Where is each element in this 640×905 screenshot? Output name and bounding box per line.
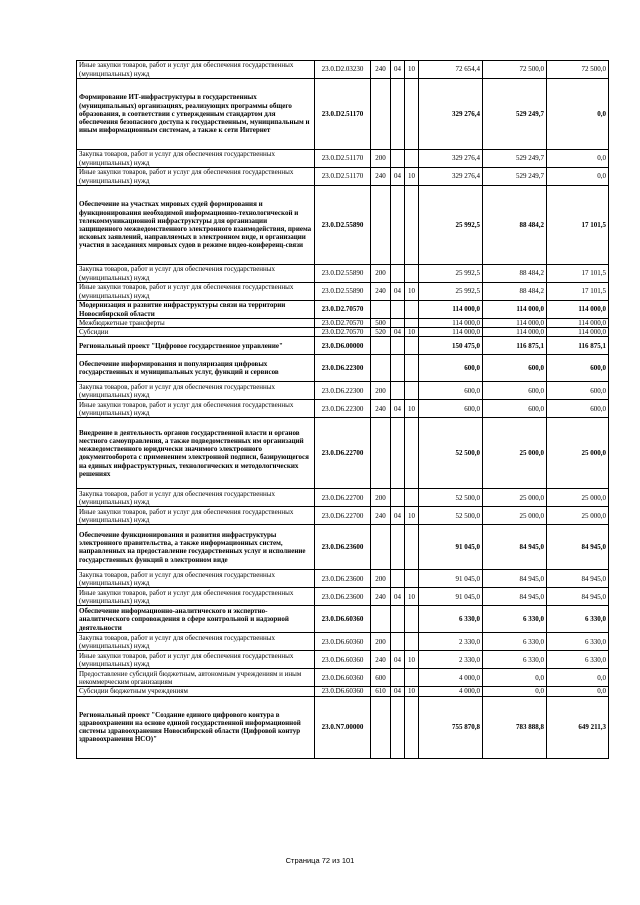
row-value-2: 0,0 xyxy=(483,669,547,687)
row-value-2: 25 000,0 xyxy=(483,507,547,525)
row-pr-code xyxy=(405,696,419,758)
row-value-1: 114 000,0 xyxy=(419,301,483,319)
row-name: Иные закупки товаров, работ и услуг для обеспечения государственных (муниципальных) нужд xyxy=(77,283,315,301)
row-pr-code: 10 xyxy=(405,61,419,79)
row-rz-code: 04 xyxy=(391,400,405,418)
row-code: 23.0.D6.22700 xyxy=(315,489,371,507)
row-value-1: 25 992,5 xyxy=(419,265,483,283)
row-code: 23.0.N7.00000 xyxy=(315,696,371,758)
row-name: Закупка товаров, работ и услуг для обеспечения государственных (муниципальных) нужд xyxy=(77,633,315,651)
row-code: 23.0.D6.60360 xyxy=(315,606,371,633)
row-name: Обеспечение функционирования и развития инфраструктуры электронного правительства, а также информационных систем, направленных на предоставление государственных услуг и исполнение государственных функций в электронном виде xyxy=(77,525,315,570)
row-name: Обеспечение информирования и популяризация цифровых государственных и муниципальных услуг, функций и сервисов xyxy=(77,355,315,382)
row-vr-code xyxy=(371,696,391,758)
row-vr-code: 500 xyxy=(371,319,391,328)
row-value-1: 52 500,0 xyxy=(419,507,483,525)
row-rz-code xyxy=(391,301,405,319)
row-pr-code xyxy=(405,337,419,355)
row-rz-code: 04 xyxy=(391,328,405,337)
row-value-1: 72 654,4 xyxy=(419,61,483,79)
row-rz-code xyxy=(391,337,405,355)
row-code: 23.0.D2.03230 xyxy=(315,61,371,79)
row-value-1: 114 000,0 xyxy=(419,328,483,337)
row-vr-code: 520 xyxy=(371,328,391,337)
row-value-1: 4 000,0 xyxy=(419,687,483,696)
row-value-3: 84 945,0 xyxy=(547,588,609,606)
row-value-3: 6 330,0 xyxy=(547,651,609,669)
row-name: Закупка товаров, работ и услуг для обеспечения государственных (муниципальных) нужд xyxy=(77,265,315,283)
row-vr-code: 240 xyxy=(371,400,391,418)
row-value-1: 600,0 xyxy=(419,382,483,400)
row-value-3: 600,0 xyxy=(547,355,609,382)
row-pr-code xyxy=(405,186,419,265)
row-value-1: 52 500,0 xyxy=(419,418,483,489)
row-vr-code xyxy=(371,606,391,633)
row-vr-code xyxy=(371,301,391,319)
row-value-1: 2 330,0 xyxy=(419,633,483,651)
row-value-1: 329 276,4 xyxy=(419,168,483,186)
table-row xyxy=(77,337,609,355)
row-value-1: 52 500,0 xyxy=(419,489,483,507)
row-value-2: 116 875,1 xyxy=(483,337,547,355)
row-pr-code xyxy=(405,669,419,687)
row-value-2: 6 330,0 xyxy=(483,633,547,651)
row-value-2: 88 484,2 xyxy=(483,283,547,301)
row-value-2: 114 000,0 xyxy=(483,319,547,328)
row-value-1: 91 045,0 xyxy=(419,570,483,588)
row-value-1: 114 000,0 xyxy=(419,319,483,328)
table-row xyxy=(77,265,609,283)
table-row xyxy=(77,150,609,168)
row-value-3: 25 000,0 xyxy=(547,418,609,489)
row-value-2: 529 249,7 xyxy=(483,168,547,186)
row-vr-code: 200 xyxy=(371,382,391,400)
row-pr-code: 10 xyxy=(405,651,419,669)
row-name: Иные закупки товаров, работ и услуг для обеспечения государственных (муниципальных) нужд xyxy=(77,61,315,79)
row-name: Межбюджетные трансферты xyxy=(77,319,315,328)
row-rz-code xyxy=(391,696,405,758)
row-vr-code: 240 xyxy=(371,507,391,525)
row-value-1: 4 000,0 xyxy=(419,669,483,687)
row-pr-code: 10 xyxy=(405,687,419,696)
row-value-3: 600,0 xyxy=(547,400,609,418)
table-row xyxy=(77,489,609,507)
row-pr-code xyxy=(405,301,419,319)
row-vr-code xyxy=(371,418,391,489)
row-value-3: 114 000,0 xyxy=(547,319,609,328)
row-rz-code xyxy=(391,150,405,168)
table-row xyxy=(77,418,609,489)
row-value-3: 114 000,0 xyxy=(547,301,609,319)
row-rz-code: 04 xyxy=(391,507,405,525)
row-code: 23.0.D6.22300 xyxy=(315,355,371,382)
row-value-2: 783 888,8 xyxy=(483,696,547,758)
table-row xyxy=(77,588,609,606)
row-code: 23.0.D6.22700 xyxy=(315,507,371,525)
row-value-2: 114 000,0 xyxy=(483,301,547,319)
row-name: Закупка товаров, работ и услуг для обеспечения государственных (муниципальных) нужд xyxy=(77,489,315,507)
row-value-2: 6 330,0 xyxy=(483,651,547,669)
row-pr-code: 10 xyxy=(405,328,419,337)
table-row xyxy=(77,400,609,418)
row-pr-code: 10 xyxy=(405,400,419,418)
row-vr-code: 240 xyxy=(371,168,391,186)
row-pr-code xyxy=(405,265,419,283)
row-vr-code: 610 xyxy=(371,687,391,696)
row-name: Региональный проект "Создание единого цифрового контура в здравоохранении на основе единой государственной информационной системы здравоохранения Новосибирской области (Цифровой контур здравоохранения НСО)" xyxy=(77,696,315,758)
row-vr-code: 200 xyxy=(371,633,391,651)
table-row xyxy=(77,696,609,758)
row-value-2: 600,0 xyxy=(483,382,547,400)
row-rz-code: 04 xyxy=(391,283,405,301)
row-value-1: 329 276,4 xyxy=(419,150,483,168)
row-code: 23.0.D6.60360 xyxy=(315,687,371,696)
row-name: Иные закупки товаров, работ и услуг для обеспечения государственных (муниципальных) нужд xyxy=(77,588,315,606)
row-vr-code: 200 xyxy=(371,489,391,507)
row-rz-code xyxy=(391,489,405,507)
row-code: 23.0.D6.23600 xyxy=(315,525,371,570)
table-row xyxy=(77,606,609,633)
row-value-2: 88 484,2 xyxy=(483,265,547,283)
table-row xyxy=(77,168,609,186)
row-pr-code xyxy=(405,319,419,328)
row-value-3: 116 875,1 xyxy=(547,337,609,355)
row-rz-code xyxy=(391,669,405,687)
row-name: Формирование ИТ-инфраструктуры в государственных (муниципальных) организациях, реализующих программы общего образования, в соответствии с утвержденным стандартом для обеспечения безопасного доступа к государственным, муниципальным и иным информационным системам, а также к сети Интернет xyxy=(77,79,315,150)
row-value-2: 84 945,0 xyxy=(483,525,547,570)
row-value-2: 6 330,0 xyxy=(483,606,547,633)
row-name: Обеспечение информационно-аналитического и экспертно-аналитического сопровождения в сфере контрольной и надзорной деятельности xyxy=(77,606,315,633)
row-name: Субсидии бюджетным учреждениям xyxy=(77,687,315,696)
row-value-3: 114 000,0 xyxy=(547,328,609,337)
row-pr-code xyxy=(405,525,419,570)
page-footer: Страница 72 из 101 xyxy=(285,856,355,865)
row-pr-code: 10 xyxy=(405,283,419,301)
row-pr-code xyxy=(405,382,419,400)
row-value-1: 6 330,0 xyxy=(419,606,483,633)
row-code: 23.0.D6.60360 xyxy=(315,669,371,687)
row-pr-code: 10 xyxy=(405,168,419,186)
row-rz-code: 04 xyxy=(391,588,405,606)
row-name: Обеспечение на участках мировых судей формирования и функционирования необходимой информационно-технологической и телекоммуникационной инфраструктуры для организации защищенного межведомственного электронного взаимодействия, приема исковых заявлений, направляемых в электронном виде, и организации участия в заседаниях мировых судов в режиме видео-конференц-связи xyxy=(77,186,315,265)
row-value-1: 150 475,0 xyxy=(419,337,483,355)
row-code: 23.0.D6.23600 xyxy=(315,588,371,606)
row-code: 23.0.D2.51170 xyxy=(315,150,371,168)
row-pr-code xyxy=(405,633,419,651)
row-value-3: 0,0 xyxy=(547,79,609,150)
row-value-3: 84 945,0 xyxy=(547,570,609,588)
row-rz-code xyxy=(391,319,405,328)
row-value-1: 600,0 xyxy=(419,355,483,382)
row-value-1: 755 870,8 xyxy=(419,696,483,758)
row-code: 23.0.D2.70570 xyxy=(315,301,371,319)
row-rz-code xyxy=(391,265,405,283)
row-value-3: 649 211,3 xyxy=(547,696,609,758)
row-value-3: 25 000,0 xyxy=(547,507,609,525)
row-code: 23.0.D6.22700 xyxy=(315,418,371,489)
row-rz-code xyxy=(391,418,405,489)
row-value-3: 17 101,5 xyxy=(547,265,609,283)
row-code: 23.0.D2.51170 xyxy=(315,168,371,186)
table-row xyxy=(77,79,609,150)
table-row xyxy=(77,283,609,301)
row-name: Иные закупки товаров, работ и услуг для обеспечения государственных (муниципальных) нужд xyxy=(77,168,315,186)
row-value-1: 91 045,0 xyxy=(419,588,483,606)
row-pr-code xyxy=(405,570,419,588)
table-row xyxy=(77,328,609,337)
row-rz-code xyxy=(391,79,405,150)
row-value-2: 0,0 xyxy=(483,687,547,696)
row-value-3: 0,0 xyxy=(547,687,609,696)
row-pr-code xyxy=(405,79,419,150)
row-value-3: 0,0 xyxy=(547,669,609,687)
row-value-3: 72 500,0 xyxy=(547,61,609,79)
row-code: 23.0.D6.60360 xyxy=(315,633,371,651)
row-value-3: 0,0 xyxy=(547,168,609,186)
row-pr-code xyxy=(405,418,419,489)
row-value-2: 84 945,0 xyxy=(483,570,547,588)
table-row xyxy=(77,633,609,651)
row-name: Закупка товаров, работ и услуг для обеспечения государственных (муниципальных) нужд xyxy=(77,150,315,168)
row-rz-code xyxy=(391,570,405,588)
row-rz-code xyxy=(391,186,405,265)
row-vr-code: 240 xyxy=(371,651,391,669)
row-name: Закупка товаров, работ и услуг для обеспечения государственных (муниципальных) нужд xyxy=(77,570,315,588)
row-vr-code: 200 xyxy=(371,150,391,168)
row-code: 23.0.D6.23600 xyxy=(315,570,371,588)
row-value-3: 17 101,5 xyxy=(547,186,609,265)
row-value-1: 91 045,0 xyxy=(419,525,483,570)
table-row xyxy=(77,687,609,696)
row-vr-code: 200 xyxy=(371,570,391,588)
table-row xyxy=(77,507,609,525)
table-row xyxy=(77,186,609,265)
row-vr-code: 200 xyxy=(371,265,391,283)
row-value-2: 600,0 xyxy=(483,400,547,418)
row-pr-code xyxy=(405,606,419,633)
row-value-3: 84 945,0 xyxy=(547,525,609,570)
row-value-2: 600,0 xyxy=(483,355,547,382)
row-name: Иные закупки товаров, работ и услуг для обеспечения государственных (муниципальных) нужд xyxy=(77,507,315,525)
table-row xyxy=(77,61,609,79)
row-value-2: 88 484,2 xyxy=(483,186,547,265)
row-value-3: 600,0 xyxy=(547,382,609,400)
row-name: Иные закупки товаров, работ и услуг для обеспечения государственных (муниципальных) нужд xyxy=(77,400,315,418)
row-value-2: 529 249,7 xyxy=(483,150,547,168)
row-pr-code xyxy=(405,150,419,168)
row-code: 23.0.D6.00000 xyxy=(315,337,371,355)
row-rz-code xyxy=(391,525,405,570)
row-value-1: 600,0 xyxy=(419,400,483,418)
table-row xyxy=(77,301,609,319)
table-row xyxy=(77,355,609,382)
row-code: 23.0.D2.70570 xyxy=(315,328,371,337)
table-row xyxy=(77,525,609,570)
row-value-2: 114 000,0 xyxy=(483,328,547,337)
row-value-2: 25 000,0 xyxy=(483,418,547,489)
row-vr-code: 240 xyxy=(371,588,391,606)
row-vr-code: 240 xyxy=(371,61,391,79)
row-value-1: 2 330,0 xyxy=(419,651,483,669)
row-value-2: 25 000,0 xyxy=(483,489,547,507)
row-code: 23.0.D2.55890 xyxy=(315,283,371,301)
row-value-3: 6 330,0 xyxy=(547,606,609,633)
row-value-1: 25 992,5 xyxy=(419,283,483,301)
row-code: 23.0.D6.22300 xyxy=(315,382,371,400)
row-pr-code xyxy=(405,489,419,507)
row-vr-code xyxy=(371,355,391,382)
row-value-3: 0,0 xyxy=(547,150,609,168)
row-value-1: 25 992,5 xyxy=(419,186,483,265)
row-vr-code xyxy=(371,337,391,355)
row-rz-code: 04 xyxy=(391,168,405,186)
row-vr-code: 240 xyxy=(371,283,391,301)
row-rz-code: 04 xyxy=(391,61,405,79)
row-name: Модернизация и развитие инфраструктуры связи на территории Новосибирской области xyxy=(77,301,315,319)
table-row xyxy=(77,382,609,400)
row-code: 23.0.D6.60360 xyxy=(315,651,371,669)
row-value-3: 25 000,0 xyxy=(547,489,609,507)
row-code: 23.0.D2.55890 xyxy=(315,186,371,265)
row-value-3: 17 101,5 xyxy=(547,283,609,301)
row-rz-code: 04 xyxy=(391,687,405,696)
row-code: 23.0.D2.55890 xyxy=(315,265,371,283)
row-value-2: 84 945,0 xyxy=(483,588,547,606)
table-row xyxy=(77,669,609,687)
row-pr-code: 10 xyxy=(405,588,419,606)
row-pr-code xyxy=(405,355,419,382)
row-code: 23.0.D6.22300 xyxy=(315,400,371,418)
row-value-2: 529 249,7 xyxy=(483,79,547,150)
row-value-3: 6 330,0 xyxy=(547,633,609,651)
row-vr-code: 600 xyxy=(371,669,391,687)
row-value-1: 329 276,4 xyxy=(419,79,483,150)
row-rz-code xyxy=(391,355,405,382)
row-name: Внедрение в деятельность органов государственной власти и органов местного самоуправления, а также подведомственных им организаций межведомственного юридически значимого электронного документооборота с применением электронной подписи, базирующегося на единых инфраструктурных, технологических и методологических решениях xyxy=(77,418,315,489)
table-row xyxy=(77,570,609,588)
row-code: 23.0.D2.70570 xyxy=(315,319,371,328)
row-vr-code xyxy=(371,525,391,570)
budget-table xyxy=(76,60,609,759)
row-name: Региональный проект "Цифровое государственное управление" xyxy=(77,337,315,355)
row-name: Субсидии xyxy=(77,328,315,337)
row-name: Закупка товаров, работ и услуг для обеспечения государственных (муниципальных) нужд xyxy=(77,382,315,400)
row-vr-code xyxy=(371,186,391,265)
row-name: Иные закупки товаров, работ и услуг для обеспечения государственных (муниципальных) нужд xyxy=(77,651,315,669)
row-code: 23.0.D2.51170 xyxy=(315,79,371,150)
table-row xyxy=(77,319,609,328)
row-name: Предоставление субсидий бюджетным, автономным учреждениям и иным некоммерческим организациям xyxy=(77,669,315,687)
row-rz-code xyxy=(391,382,405,400)
row-pr-code: 10 xyxy=(405,507,419,525)
row-value-2: 72 500,0 xyxy=(483,61,547,79)
row-rz-code xyxy=(391,633,405,651)
table-row xyxy=(77,651,609,669)
row-rz-code: 04 xyxy=(391,651,405,669)
row-rz-code xyxy=(391,606,405,633)
row-vr-code xyxy=(371,79,391,150)
